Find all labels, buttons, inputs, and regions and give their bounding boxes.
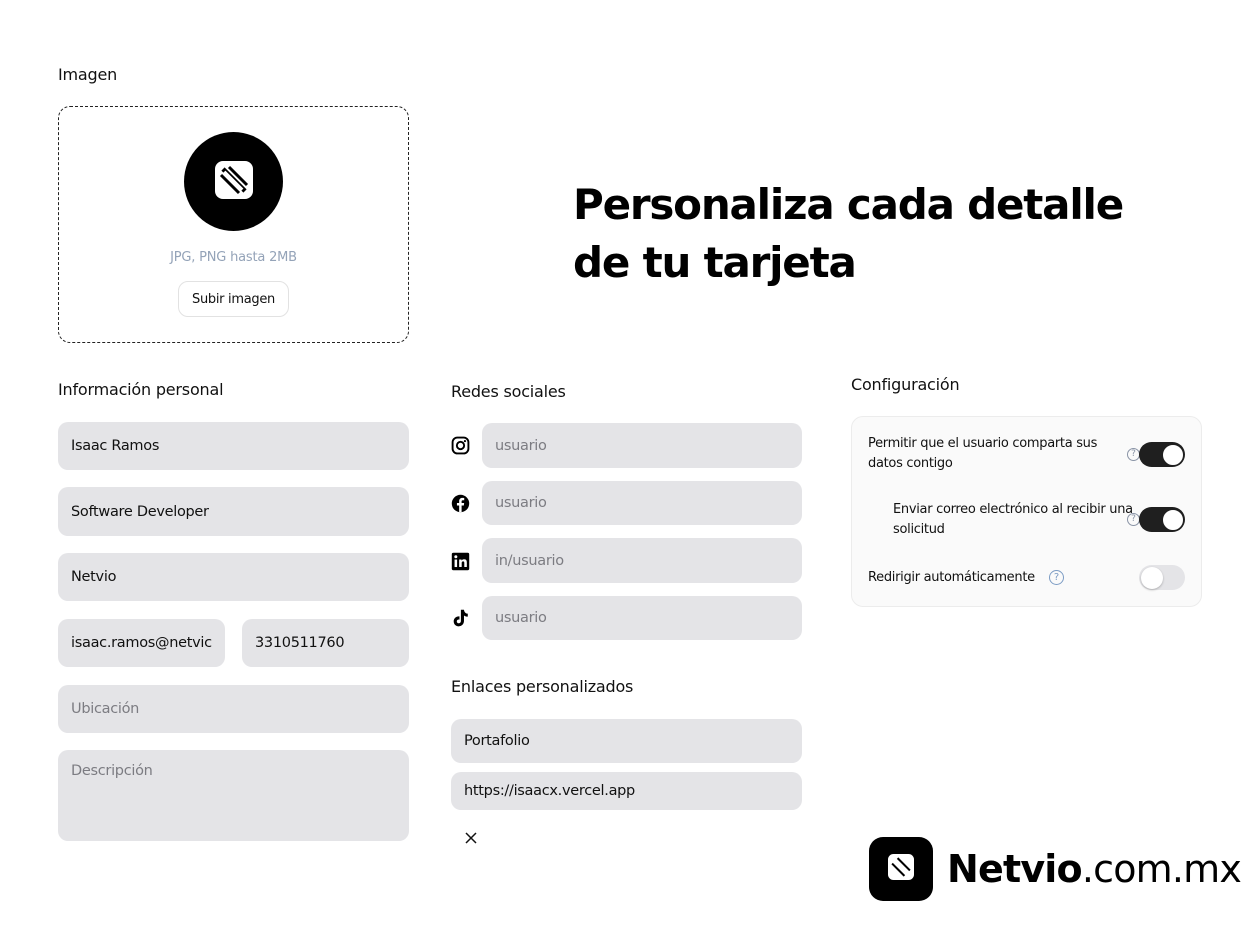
headline (573, 176, 1133, 292)
config-section-title: Configuración (851, 375, 960, 394)
linkedin-input[interactable]: in/usuario (482, 538, 802, 583)
brand-logo (869, 837, 933, 901)
image-section-title: Imagen (58, 65, 118, 84)
image-dropzone[interactable] (58, 106, 409, 343)
link-label-input[interactable]: Portafolio (451, 719, 802, 763)
headline-line-1: Personaliza cada detalle (573, 180, 1123, 229)
location-input[interactable]: Ubicación (58, 685, 409, 733)
facebook-icon (450, 493, 470, 513)
auto-redirect-label: Redirigir automáticamente (868, 570, 1035, 585)
linkedin-icon (450, 551, 470, 571)
link-url-input[interactable]: https://isaacx.vercel.app (451, 772, 802, 810)
share-data-toggle[interactable] (1139, 442, 1185, 467)
share-data-label: Permitir que el usuario comparta sus datos contigo (868, 436, 1098, 471)
brand-domain: .com.mx (1081, 847, 1242, 891)
email-input[interactable]: isaac.ramos@netvic (58, 619, 225, 667)
personal-info-title: Información personal (58, 380, 224, 399)
tiktok-input[interactable]: usuario (482, 596, 802, 640)
close-icon[interactable] (462, 829, 480, 847)
auto-redirect-toggle[interactable] (1139, 565, 1185, 590)
netvio-logo-icon (215, 161, 253, 203)
brand-name: Netvio (947, 847, 1082, 891)
avatar-preview (184, 132, 283, 231)
help-icon[interactable]: ? (1127, 448, 1140, 461)
social-section-title: Redes sociales (451, 382, 566, 401)
help-icon[interactable]: ? (1127, 513, 1140, 526)
phone-input[interactable]: 3310511760 (242, 619, 409, 667)
toggle-knob (1141, 567, 1163, 589)
description-textarea[interactable]: Descripción (58, 750, 409, 841)
instagram-input[interactable]: usuario (482, 423, 802, 468)
toggle-knob (1162, 509, 1184, 531)
facebook-input[interactable]: usuario (482, 481, 802, 525)
help-icon[interactable]: ? (1049, 570, 1064, 585)
netvio-logo-icon (888, 854, 914, 884)
email-notify-label: Enviar correo electrónico al recibir una solicitud (893, 502, 1133, 537)
email-notify-toggle[interactable] (1139, 507, 1185, 532)
tiktok-icon (450, 608, 470, 628)
job-title-input[interactable]: Software Developer (58, 487, 409, 536)
toggle-knob (1162, 444, 1184, 466)
brand-wordmark (947, 846, 1241, 892)
upload-hint: JPG, PNG hasta 2MB (170, 250, 297, 265)
instagram-icon (450, 435, 470, 455)
company-input[interactable]: Netvio (58, 553, 409, 601)
name-input[interactable]: Isaac Ramos (58, 422, 409, 470)
upload-image-button[interactable]: Subir imagen (178, 281, 289, 317)
headline-line-2: de tu tarjeta (573, 238, 856, 287)
config-panel (851, 416, 1202, 607)
custom-links-title: Enlaces personalizados (451, 677, 634, 696)
